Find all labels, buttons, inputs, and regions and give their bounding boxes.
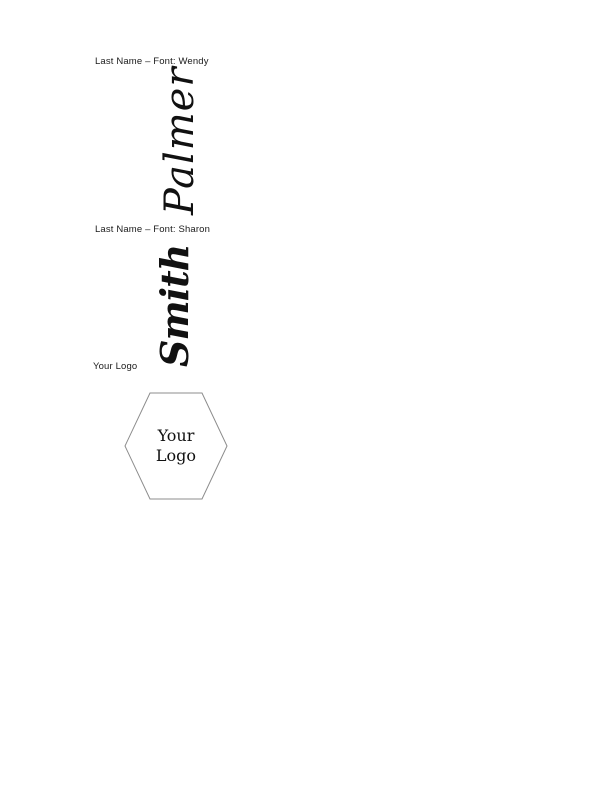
caption-your-logo: Your Logo <box>93 361 138 372</box>
caption-last-name-wendy: Last Name – Font: Wendy <box>95 56 209 67</box>
caption-last-name-sharon: Last Name – Font: Sharon <box>95 224 211 235</box>
logo-placeholder <box>124 392 228 500</box>
sample-text-smith: Smith <box>152 244 197 367</box>
logo-line-1: Your <box>157 426 195 445</box>
logo-text <box>124 392 228 500</box>
sample-wendy-block <box>135 66 225 215</box>
sample-text-palmer: Palmer <box>157 66 203 215</box>
sample-sharon-block <box>140 244 220 367</box>
logo-line-2: Logo <box>155 446 197 465</box>
